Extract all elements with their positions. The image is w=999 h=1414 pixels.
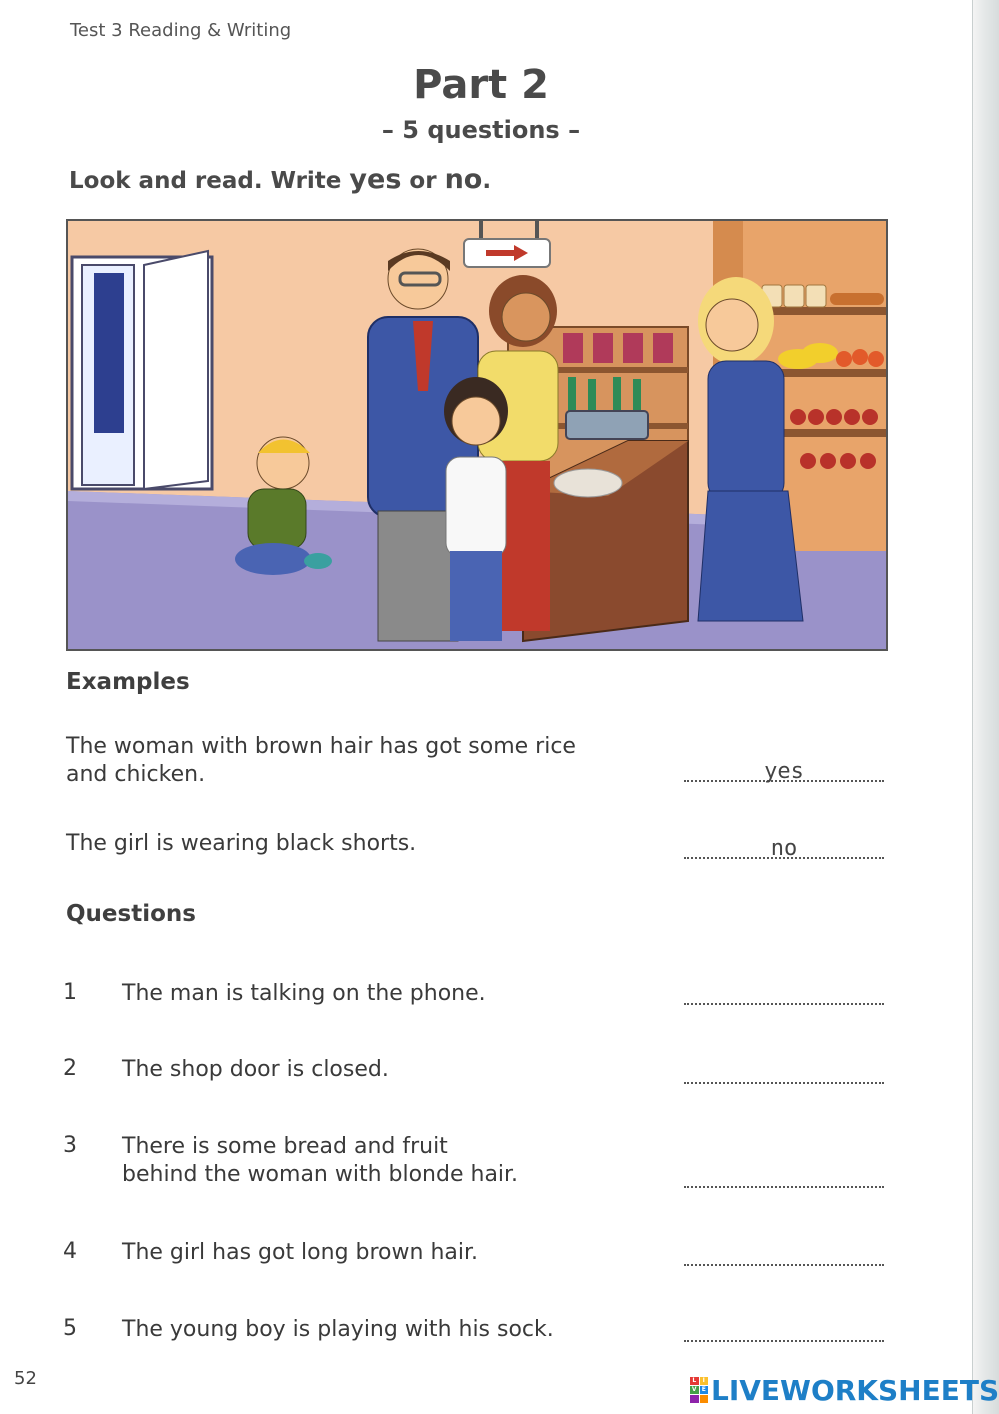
part-title: Part 2 (413, 62, 549, 108)
example-2-answer-field (684, 835, 884, 859)
question-2-answer-field[interactable] (684, 1060, 884, 1084)
examples-heading: Examples (66, 669, 190, 695)
question-1-number: 1 (63, 980, 77, 1005)
question-4-number: 4 (63, 1239, 77, 1264)
example-1-line2: and chicken. (66, 762, 206, 787)
page-number: 52 (14, 1368, 37, 1389)
question-3-text (122, 1133, 518, 1189)
instruction-lead: Look and read. Write (69, 168, 350, 194)
question-1-text: The man is talking on the phone. (122, 981, 486, 1006)
questions-heading: Questions (66, 901, 196, 927)
question-2-text: The shop door is closed. (122, 1057, 389, 1082)
example-1-line1: The woman with brown hair has got some rice (66, 734, 576, 759)
question-5-text: The young boy is playing with his sock. (122, 1317, 554, 1342)
instruction-end: . (482, 168, 492, 194)
shop-scene-illustration (66, 219, 888, 651)
instruction-yes: yes (349, 164, 402, 195)
liveworksheets-logo (690, 1374, 999, 1406)
question-2-number: 2 (63, 1056, 77, 1081)
example-1-text (66, 733, 576, 789)
example-2-text: The girl is wearing black shorts. (66, 831, 417, 856)
example-2-answer: no (770, 836, 798, 861)
logo-text: LIVEWORKSHEETS (711, 1373, 999, 1407)
question-4-text: The girl has got long brown hair. (122, 1240, 479, 1265)
example-1-answer-field (684, 758, 884, 782)
section-header: Test 3 Reading & Writing (70, 20, 292, 41)
page-edge (972, 0, 999, 1414)
question-5-answer-field[interactable] (684, 1318, 884, 1342)
example-1-answer: yes (764, 759, 804, 784)
question-1-answer-field[interactable] (684, 981, 884, 1005)
part-subtitle: – 5 questions – (381, 116, 581, 144)
question-3-line1: There is some bread and fruit (122, 1134, 448, 1159)
logo-badge-icon: L I V E (690, 1377, 708, 1403)
instruction (69, 164, 491, 195)
girl-figure (444, 377, 508, 641)
instruction-or: or (401, 168, 445, 194)
question-3-answer-field[interactable] (684, 1164, 884, 1188)
question-5-number: 5 (63, 1316, 77, 1341)
open-door (72, 251, 212, 489)
instruction-no: no (444, 164, 483, 195)
question-3-line2: behind the woman with blonde hair. (122, 1162, 519, 1187)
question-3-number: 3 (63, 1133, 77, 1158)
question-4-answer-field[interactable] (684, 1242, 884, 1266)
